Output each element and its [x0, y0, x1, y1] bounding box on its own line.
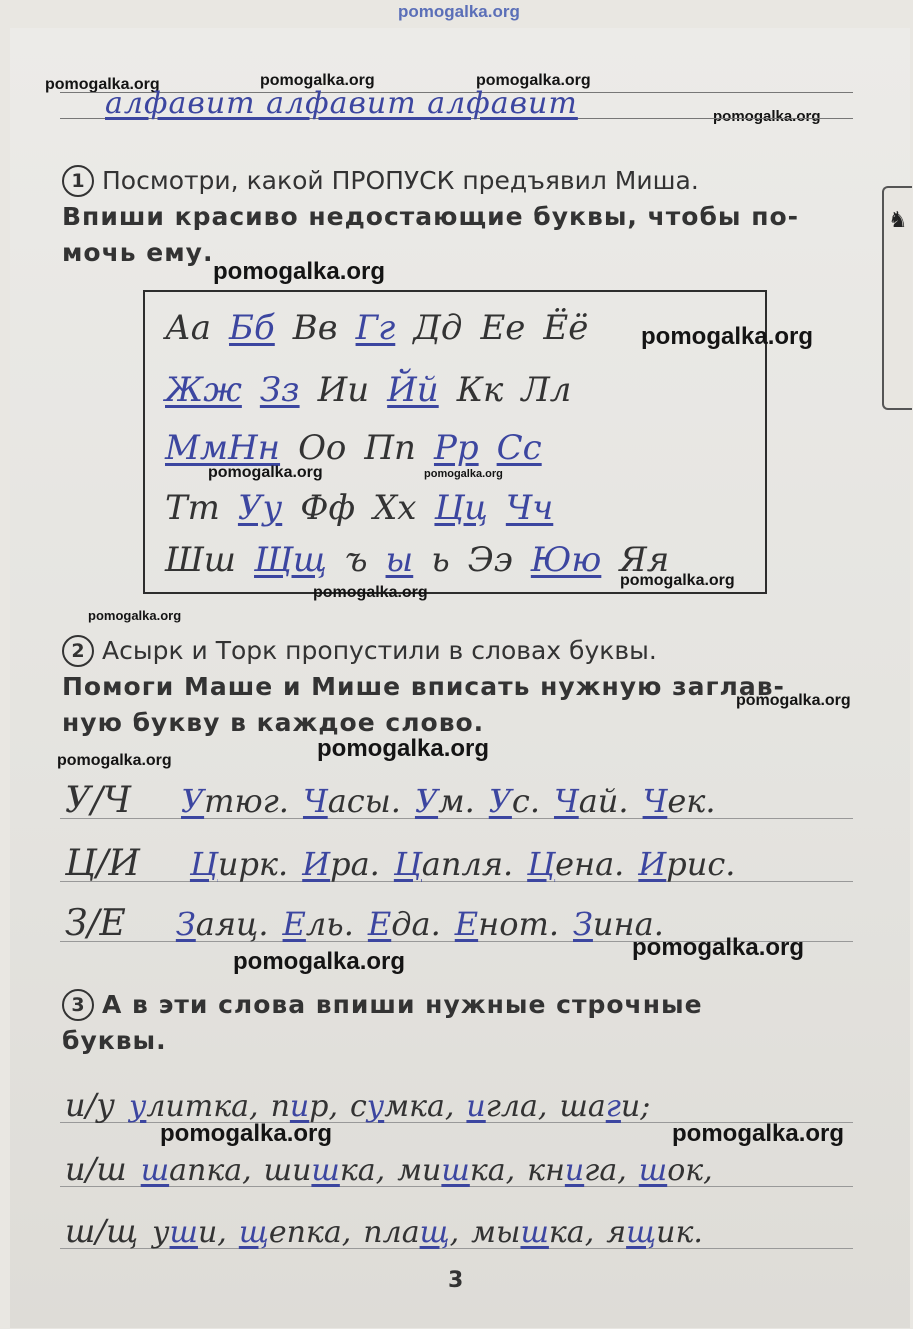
- watermark: pomogalka.org: [713, 108, 821, 125]
- printed-letter: Тт: [165, 488, 220, 528]
- word-rest: рис.: [666, 845, 736, 883]
- word-rest: ена.: [555, 845, 625, 883]
- filled-letter: Ч: [642, 782, 668, 820]
- word-rest: гла,: [485, 1089, 548, 1124]
- word-rest: аяц.: [195, 905, 269, 943]
- word-start: мы: [471, 1215, 521, 1250]
- filled-letter: Ч: [553, 782, 579, 820]
- watermark: pomogalka.org: [208, 464, 323, 481]
- word: [489, 782, 540, 820]
- word-rest: апка,: [169, 1153, 252, 1188]
- letter-pair: З/Е: [65, 903, 126, 944]
- word: [559, 1089, 650, 1124]
- word: [527, 845, 624, 883]
- handwritten-letter: МмНн: [165, 428, 281, 468]
- word-rest: ра.: [330, 845, 380, 883]
- alphabet-row: [165, 488, 571, 528]
- task2-row: [65, 780, 730, 821]
- word: [554, 782, 629, 820]
- word: [302, 845, 380, 883]
- filled-letter: Е: [367, 905, 392, 943]
- filled-letter: ш: [638, 1153, 668, 1188]
- task1-instruction: Впиши красиво недостающие буквы, чтобы по-: [62, 202, 800, 231]
- task1-line3: [62, 234, 213, 271]
- filled-letter: У: [180, 782, 205, 820]
- printed-letter: Фф: [300, 488, 356, 528]
- filled-letter: ш: [520, 1215, 549, 1250]
- watermark: pomogalka.org: [736, 692, 851, 709]
- task1-instruction: мочь ему.: [62, 238, 214, 267]
- handwritten-letter: ы: [385, 540, 414, 580]
- word-rest: ина.: [592, 905, 664, 943]
- handwritten-letter: Чч: [505, 488, 554, 528]
- filled-letter: и: [289, 1089, 310, 1124]
- word-start: кн: [527, 1153, 565, 1188]
- handwritten-letter: Щщ: [254, 540, 327, 580]
- word: [239, 1215, 351, 1250]
- printed-letter: Кк: [456, 370, 504, 410]
- watermark: pomogalka.org: [57, 752, 172, 769]
- word: [639, 1153, 713, 1188]
- word-rest: ка,: [339, 1153, 386, 1188]
- printed-letter: Лл: [521, 370, 572, 410]
- handwritten-letter: Жж: [165, 370, 242, 410]
- filled-letter: щ: [626, 1215, 657, 1250]
- filled-letter: И: [302, 845, 331, 883]
- word: [283, 905, 354, 943]
- word-rest: ка,: [548, 1215, 595, 1250]
- handwritten-letter: Уу: [237, 488, 283, 528]
- header-handwriting: алфавит алфавит алфавит: [105, 86, 578, 121]
- filled-letter: и: [466, 1089, 486, 1124]
- word-rest: р,: [309, 1089, 338, 1124]
- word: [466, 1089, 547, 1124]
- filled-letter: ш: [169, 1215, 198, 1250]
- word-rest: ай.: [578, 782, 629, 820]
- watermark: pomogalka.org: [233, 948, 406, 975]
- letter-pair: ш/щ: [65, 1212, 139, 1250]
- watermark: pomogalka.org: [424, 468, 503, 480]
- task-number: 1: [62, 165, 94, 197]
- task3-line2: [62, 1022, 167, 1059]
- filled-letter: Ц: [393, 845, 422, 883]
- word-start: ша: [559, 1089, 606, 1124]
- alphabet-row: [165, 370, 589, 410]
- word: [643, 782, 716, 820]
- handwritten-letter: Йй: [387, 370, 439, 410]
- task2-row: [65, 903, 678, 944]
- watermark: pomogalka.org: [45, 76, 160, 93]
- watermark: pomogalka.org: [160, 1120, 333, 1147]
- printed-letter: Шш: [165, 540, 237, 580]
- word-rest: и;: [620, 1089, 651, 1124]
- filled-letter: Ч: [302, 782, 328, 820]
- word-start: ши: [263, 1153, 312, 1188]
- printed-letter: Ее: [480, 308, 526, 348]
- word: [264, 1153, 386, 1188]
- seahorse-icon: ♞: [888, 208, 908, 233]
- task2-row: [65, 843, 749, 884]
- task-number: 2: [62, 635, 94, 667]
- filled-letter: щ: [419, 1215, 450, 1250]
- task2-line2: [62, 668, 785, 705]
- printed-letter: Оо: [298, 428, 347, 468]
- word: [471, 1215, 594, 1250]
- word: [397, 1153, 515, 1188]
- word-start: ми: [397, 1153, 442, 1188]
- task1-line1: [62, 162, 699, 199]
- word-rest: нот.: [478, 905, 559, 943]
- letter-pair: и/ш: [65, 1150, 127, 1188]
- word: [363, 1215, 459, 1250]
- filled-letter: ш: [441, 1153, 470, 1188]
- word: [190, 845, 288, 883]
- watermark: pomogalka.org: [672, 1120, 845, 1147]
- word: [606, 1215, 703, 1250]
- task3-line1: [62, 986, 703, 1023]
- word-rest: га,: [584, 1153, 627, 1188]
- task3-row: [65, 1086, 662, 1124]
- handwritten-letter: Рр: [433, 428, 479, 468]
- watermark: pomogalka.org: [313, 584, 428, 601]
- letter-pair: У/Ч: [65, 780, 131, 821]
- word: [455, 905, 559, 943]
- watermark: pomogalka.org: [641, 323, 814, 350]
- word: [350, 1089, 454, 1124]
- printed-letter: Дд: [413, 308, 463, 348]
- word-rest: литка,: [146, 1089, 259, 1124]
- filled-letter: г: [605, 1089, 621, 1124]
- handwritten-letter: Сс: [496, 428, 542, 468]
- word: [303, 782, 401, 820]
- filled-letter: ш: [140, 1153, 170, 1188]
- filled-letter: Ц: [189, 845, 218, 883]
- word-rest: мка,: [384, 1089, 455, 1124]
- word: [152, 1215, 227, 1250]
- filled-letter: Е: [454, 905, 479, 943]
- word-rest: епка,: [268, 1215, 352, 1250]
- filled-letter: ш: [311, 1153, 340, 1188]
- handwritten-letter: Юю: [530, 540, 602, 580]
- filled-letter: У: [414, 782, 439, 820]
- alphabet-row: [165, 308, 606, 348]
- word: [638, 845, 735, 883]
- watermark: pomogalka.org: [476, 72, 591, 89]
- word-rest: асы.: [327, 782, 401, 820]
- filled-letter: у: [366, 1089, 385, 1124]
- task3-row: [65, 1212, 715, 1250]
- printed-letter: Яя: [619, 540, 670, 580]
- word-rest: с.: [511, 782, 540, 820]
- letter-pair: Ц/И: [65, 843, 140, 884]
- printed-letter: Ээ: [467, 540, 513, 580]
- word-start: п: [270, 1089, 290, 1124]
- task3-instruction: А в эти слова впиши нужные строчные: [102, 990, 703, 1019]
- word-rest: и,: [197, 1215, 227, 1250]
- word-rest: тюг.: [204, 782, 289, 820]
- alphabet-row: [165, 540, 687, 580]
- watermark: pomogalka.org: [632, 934, 805, 961]
- word-rest: ирк.: [217, 845, 289, 883]
- word-rest: ,: [449, 1215, 460, 1250]
- printed-letter: ъ: [344, 540, 368, 580]
- handwritten-letter: Цц: [434, 488, 488, 528]
- task1-line2: [62, 198, 799, 235]
- word-start: я: [606, 1215, 627, 1250]
- task1-text: Посмотри, какой ПРОПУСК предъявил Миша.: [102, 166, 699, 195]
- handwritten-letter: Зз: [259, 370, 300, 410]
- task2-line1: [62, 632, 657, 669]
- watermark: pomogalka.org: [88, 608, 182, 623]
- watermark: pomogalka.org: [260, 72, 375, 89]
- word-rest: ик.: [656, 1215, 703, 1250]
- page-number: 3: [448, 1268, 464, 1293]
- word-start: пла: [363, 1215, 420, 1250]
- word: [394, 845, 513, 883]
- filled-letter: и: [564, 1153, 585, 1188]
- task2-text: Асырк и Торк пропустили в словах буквы.: [102, 636, 657, 665]
- side-tab: [882, 186, 912, 410]
- filled-letter: Ц: [527, 845, 556, 883]
- word: [415, 782, 475, 820]
- word: [527, 1153, 627, 1188]
- printed-letter: Вв: [292, 308, 338, 348]
- filled-letter: И: [638, 845, 667, 883]
- task3-instruction: буквы.: [62, 1026, 167, 1055]
- printed-letter: Ии: [317, 370, 370, 410]
- filled-letter: щ: [238, 1215, 269, 1250]
- watermark: pomogalka.org: [317, 735, 490, 762]
- alphabet-row: [165, 428, 560, 468]
- task2-instruction: ную букву в каждое слово.: [62, 708, 485, 737]
- printed-letter: Аа: [165, 308, 212, 348]
- printed-letter: Ёё: [543, 308, 589, 348]
- filled-letter: у: [128, 1089, 147, 1124]
- handwritten-letter: Гг: [355, 308, 396, 348]
- task3-row: [65, 1150, 725, 1188]
- watermark: pomogalka.org: [620, 572, 735, 589]
- task2-instruction: Помоги Маше и Мише вписать нужную заглав-: [62, 672, 785, 701]
- word-rest: апля.: [421, 845, 514, 883]
- word-rest: ек.: [667, 782, 716, 820]
- word-rest: ль.: [305, 905, 354, 943]
- word-rest: да.: [391, 905, 441, 943]
- word-start: у: [152, 1215, 170, 1250]
- word: [271, 1089, 338, 1124]
- word: [181, 782, 289, 820]
- filled-letter: З: [572, 905, 593, 943]
- watermark: pomogalka.org: [398, 2, 520, 21]
- printed-letter: Хх: [373, 488, 417, 528]
- word: [129, 1089, 259, 1124]
- word-start: с: [349, 1089, 367, 1124]
- word-rest: ок,: [667, 1153, 713, 1188]
- word-rest: ка,: [469, 1153, 516, 1188]
- word: [368, 905, 441, 943]
- printed-letter: ь: [431, 540, 450, 580]
- filled-letter: У: [488, 782, 512, 820]
- filled-letter: Е: [282, 905, 306, 943]
- word: [141, 1153, 252, 1188]
- word-rest: м.: [438, 782, 475, 820]
- word: [176, 905, 269, 943]
- task-number: 3: [62, 989, 94, 1021]
- letter-pair: и/у: [65, 1086, 115, 1124]
- printed-letter: Пп: [364, 428, 416, 468]
- filled-letter: З: [175, 905, 196, 943]
- handwritten-letter: Бб: [229, 308, 275, 348]
- watermark: pomogalka.org: [213, 258, 386, 285]
